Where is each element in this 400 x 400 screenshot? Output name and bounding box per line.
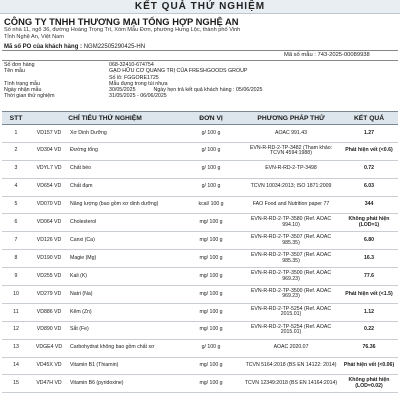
cell-result: 0.72 xyxy=(340,160,398,178)
cell-code: VD890 VD xyxy=(30,321,68,339)
cell-unit: mg/ 100 g xyxy=(180,375,242,393)
cell-method: TCVN 12349:2018 (BS EN 14164:2014) xyxy=(242,375,340,393)
po-label: Mã số PO của khách hàng : xyxy=(4,44,83,50)
sample-id-value: 743-2025-00089938 xyxy=(317,52,370,58)
info-label: Tên mẫu xyxy=(4,68,25,75)
cell-result: 16.3 xyxy=(340,250,398,268)
cell-result: 0.22 xyxy=(340,321,398,339)
info-value-text: Số lô: FGGORE1725 xyxy=(109,74,159,81)
table-row xyxy=(2,286,398,304)
table-row xyxy=(2,142,398,160)
table-row xyxy=(2,303,398,321)
cell-test-name: Năng lượng (bao gồm xơ dinh dưỡng) xyxy=(68,196,180,214)
cell-unit: g/ 100 g xyxy=(180,125,242,143)
cell-stt: 10 xyxy=(2,286,30,304)
company-name: CÔNG TY TNHH THƯƠNG MẠI TỔNG HỢP NGHỆ AN xyxy=(4,16,239,27)
cell-code: VD279 VD xyxy=(30,286,68,304)
cell-code: VD304 VD xyxy=(30,142,68,160)
cell-result: 6.80 xyxy=(340,232,398,250)
header-method: PHƯƠNG PHÁP THỬ xyxy=(242,112,340,125)
cell-test-name: Natri (Na) xyxy=(68,286,180,304)
cell-result: 76.36 xyxy=(340,339,398,357)
info-extra: Ngày hẹn trả kết quả khách hàng : 05/06/2025 xyxy=(153,87,263,94)
info-value-text: GẠO HỮU CƠ QUANG TRỊ CỦA FRESHGOODS GROUP xyxy=(109,68,248,75)
company-address-line2: Tỉnh Nghệ An, Việt Nam xyxy=(4,34,64,40)
results-table xyxy=(2,111,398,393)
header-result: KẾT QUẢ xyxy=(340,112,398,125)
cell-unit: mg/ 100 g xyxy=(180,303,242,321)
cell-unit: g/ 100 g xyxy=(180,160,242,178)
table-row xyxy=(2,232,398,250)
divider-top xyxy=(2,50,398,51)
cell-method: EVN-R-RD-2-TP-3498 xyxy=(242,160,340,178)
cell-unit: kcal/ 100 g xyxy=(180,196,242,214)
cell-code: VD886 VD xyxy=(30,303,68,321)
cell-stt: 13 xyxy=(2,339,30,357)
table-row xyxy=(2,321,398,339)
cell-method: EVN-R-RD-2-TP-3507 (Ref. AOAC 985.35) xyxy=(242,250,340,268)
cell-unit: mg/ 100 g xyxy=(180,268,242,286)
cell-code: VD126 VD xyxy=(30,232,68,250)
info-label: Thời gian thử nghiệm xyxy=(4,93,55,100)
cell-test-name: Canxi (Ca) xyxy=(68,232,180,250)
cell-result: Không phát hiện (LOD=1) xyxy=(340,214,398,232)
table-row xyxy=(2,160,398,178)
cell-unit: g/ 100 g xyxy=(180,142,242,160)
info-label: Ngày nhận mẫu xyxy=(4,87,42,94)
table-row xyxy=(2,250,398,268)
cell-method: EVN-R-RD-2-TP-3580 (Ref. AOAC 994.10) xyxy=(242,214,340,232)
cell-method: TCVN 10034:2013; ISO 1871:2009 xyxy=(242,178,340,196)
cell-stt: 5 xyxy=(2,196,30,214)
cell-test-name: Vitamin B1 (Thiamin) xyxy=(68,357,180,375)
cell-stt: 4 xyxy=(2,178,30,196)
cell-test-name: Xơ Dinh Dưỡng xyxy=(68,125,180,143)
header-stt: STT xyxy=(2,112,30,125)
cell-code: VD255 VD xyxy=(30,268,68,286)
cell-stt: 8 xyxy=(2,250,30,268)
cell-stt: 11 xyxy=(2,303,30,321)
cell-stt: 6 xyxy=(2,214,30,232)
cell-method: EVN-R-RD-2-TP-5254 (Ref. AOAC 2015.01) xyxy=(242,303,340,321)
cell-stt: 7 xyxy=(2,232,30,250)
cell-result: Phát hiện vết (<0.6) xyxy=(340,142,398,160)
info-value-text: 068-32410-674754 xyxy=(109,62,154,68)
cell-result: 77.6 xyxy=(340,268,398,286)
cell-code: VD47H VD xyxy=(30,375,68,393)
cell-unit: g/ 100 g xyxy=(180,339,242,357)
info-label: Số đơn hàng xyxy=(4,62,35,68)
cell-stt: 2 xyxy=(2,142,30,160)
cell-result: 344 xyxy=(340,196,398,214)
cell-code: VD157 VD xyxy=(30,125,68,143)
table-row xyxy=(2,268,398,286)
cell-unit: mg/ 100 g xyxy=(180,321,242,339)
cell-result: Không phát hiện (LOD=0.02) xyxy=(340,375,398,393)
cell-stt: 12 xyxy=(2,321,30,339)
sample-id-label: Mã số mẫu : xyxy=(284,52,316,58)
table-header-row xyxy=(2,112,398,125)
cell-method: AOAC 2020.07 xyxy=(242,339,340,357)
cell-stt: 14 xyxy=(2,357,30,375)
cell-code: VD45X VD xyxy=(30,357,68,375)
cell-test-name: Đường tổng xyxy=(68,142,180,160)
cell-method: EVN-R-RD-2-TP-3500 (Ref. AOAC 969.23) xyxy=(242,268,340,286)
cell-method: TCVN 5164:2018 (BS EN 14122: 2014) xyxy=(242,357,340,375)
po-value: NGM22505290425-HN xyxy=(83,44,146,50)
cell-unit: mg/ 100 g xyxy=(180,250,242,268)
info-label: Tình trạng mẫu xyxy=(4,80,40,87)
table-row xyxy=(2,125,398,143)
cell-stt: 15 xyxy=(2,375,30,393)
cell-test-name: Chất béo xyxy=(68,160,180,178)
cell-result: Phát hiện vết (<0.06) xyxy=(340,357,398,375)
cell-result: 1.27 xyxy=(340,125,398,143)
cell-code: VD070 VD xyxy=(30,196,68,214)
table-row xyxy=(2,375,398,393)
cell-test-name: Sắt (Fe) xyxy=(68,321,180,339)
cell-stt: 3 xyxy=(2,160,30,178)
table-row xyxy=(2,196,398,214)
cell-method: EVN-R-RD-2-TP-3500 (Ref. AOAC 969.23) xyxy=(242,286,340,304)
table-row xyxy=(2,339,398,357)
cell-test-name: Cholesterol xyxy=(68,214,180,232)
cell-unit: mg/ 100 g xyxy=(180,357,242,375)
cell-method: EVN-R-RD-2-TP-3482 (Tham khảo: TCVN 4594:1988) xyxy=(242,142,340,160)
cell-code: VD064 VD xyxy=(30,214,68,232)
info-value-text: 30/05/2025 xyxy=(109,87,136,94)
company-address-line1: Số nhà 11, ngõ 36, đường Hoàng Trọng Trì, Xóm Mẫu Đơn, phường Hưng Lộc, thành phố Vinh xyxy=(4,27,241,33)
info-value-text: Mẫu đựng trong túi nhựa xyxy=(109,80,168,87)
header-unit: ĐƠN VỊ xyxy=(180,112,242,125)
cell-code: VDYL7 VD xyxy=(30,160,68,178)
table-row xyxy=(2,178,398,196)
cell-test-name: Chất đạm xyxy=(68,178,180,196)
cell-method: EVN-R-RD-2-TP-5254 (Ref. AOAC 2015.01) xyxy=(242,321,340,339)
cell-result: 1.12 xyxy=(340,303,398,321)
cell-result: Phát hiện vết (<1.5) xyxy=(340,286,398,304)
cell-code: VDGE4 VD xyxy=(30,339,68,357)
cell-test-name: Kẽm (Zn) xyxy=(68,303,180,321)
cell-test-name: Kali (K) xyxy=(68,268,180,286)
cell-result: 6.03 xyxy=(340,178,398,196)
report-title: KẾT QUẢ THỬ NGHIỆM xyxy=(0,0,400,14)
cell-test-name: Vitamin B6 (pyridoxine) xyxy=(68,375,180,393)
cell-code: VD654 VD xyxy=(30,178,68,196)
cell-unit: mg/ 100 g xyxy=(180,232,242,250)
header-test-name: CHỈ TIÊU THỬ NGHIỆM xyxy=(30,112,180,125)
cell-test-name: Magie (Mg) xyxy=(68,250,180,268)
cell-stt: 9 xyxy=(2,268,30,286)
divider-info xyxy=(2,60,398,61)
sample-id xyxy=(284,52,370,58)
cell-unit: mg/ 100 g xyxy=(180,286,242,304)
info-value-text: 31/05/2025 - 06/06/2025 xyxy=(109,93,167,100)
cell-stt: 1 xyxy=(2,125,30,143)
cell-unit: mg/ 100 g xyxy=(180,214,242,232)
info-row xyxy=(4,93,396,99)
cell-method: AOAC 991.43 xyxy=(242,125,340,143)
cell-unit: g/ 100 g xyxy=(180,178,242,196)
sample-info-block xyxy=(4,62,396,100)
cell-code: VD190 VD xyxy=(30,250,68,268)
cell-test-name: Carbohydrat không bao gồm chất xơ xyxy=(68,339,180,357)
cell-method: FAO Food and Nutrition paper 77 xyxy=(242,196,340,214)
cell-method: EVN-R-RD-2-TP-3507 (Ref. AOAC 985.35) xyxy=(242,232,340,250)
table-row xyxy=(2,214,398,232)
table-row xyxy=(2,357,398,375)
info-value xyxy=(109,93,396,99)
